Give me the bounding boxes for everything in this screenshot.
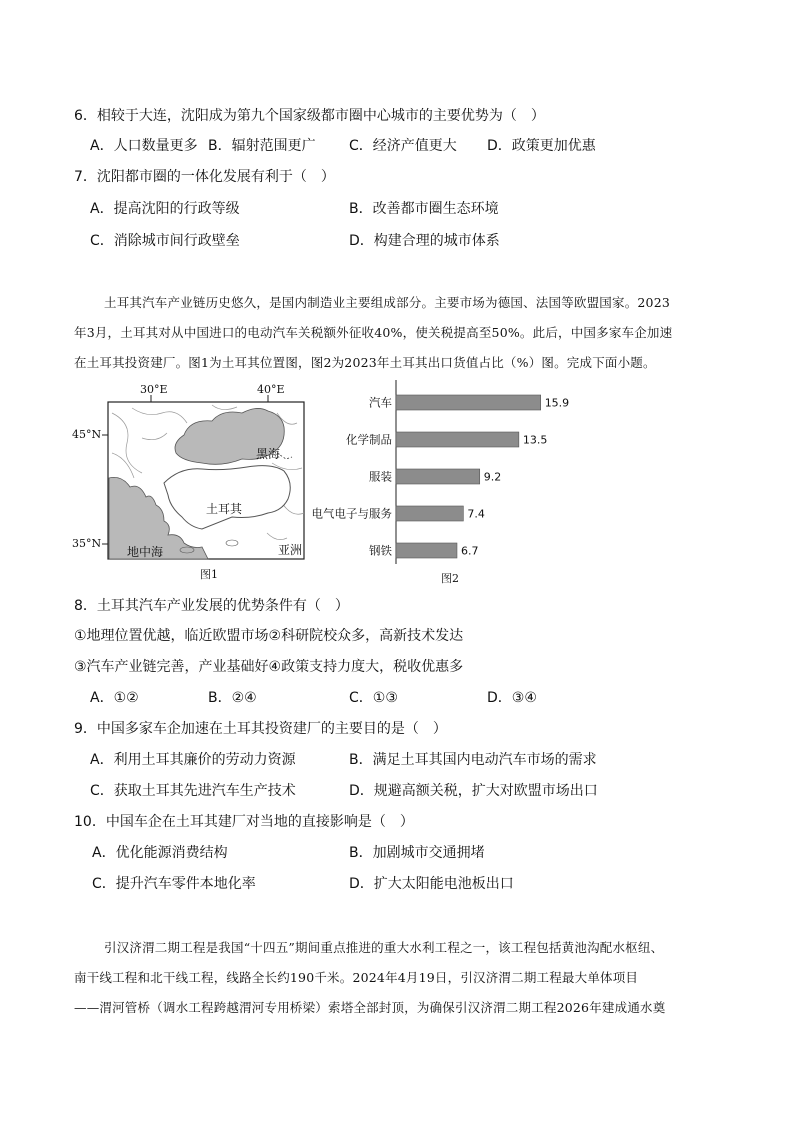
q7-option-b[interactable]: B．改善都市圈生态环境 bbox=[349, 201, 499, 217]
value-label-3: 7.4 bbox=[467, 507, 485, 521]
q8-option-a[interactable]: A．①② bbox=[90, 690, 139, 706]
q6-option-a[interactable]: A．人口数量更多 bbox=[90, 138, 198, 154]
passage2-line-1: 引汉济渭二期工程是我国“十四五”期间重点推进的重大水利工程之一，该工程包括黄池沟配水枢纽、 bbox=[104, 940, 664, 955]
passage2-line-3: ——渭河管桥（调水工程跨越渭河专用桥梁）索塔全部封顶，为确保引汉济渭二期工程2026年建成通水奠 bbox=[74, 1000, 666, 1015]
q6-option-c[interactable]: C．经济产值更大 bbox=[349, 138, 457, 154]
label-asia: 亚洲 bbox=[278, 543, 303, 557]
value-label-0: 15.9 bbox=[544, 396, 570, 410]
passage1-line-2: 年3月，土耳其对从中国进口的电动汽车关税额外征收40%，使关税提高至50%。此后，中国多家车企加速 bbox=[74, 325, 673, 340]
passage1-line-1: 土耳其汽车产业链历史悠久，是国内制造业主要组成部分。主要市场为德国、法国等欧盟国家。2023 bbox=[104, 295, 671, 310]
q9-option-d[interactable]: D．规避高额关税，扩大对欧盟市场出口 bbox=[349, 783, 598, 799]
bar-4 bbox=[396, 543, 457, 558]
category-label-1: 化学制品 bbox=[346, 432, 392, 447]
lat-label-45: 45°N bbox=[72, 428, 102, 441]
q8-stem: 8．土耳其汽车产业发展的优势条件有（ ） bbox=[74, 598, 349, 614]
q7-option-c[interactable]: C．消除城市间行政壁垒 bbox=[90, 233, 240, 249]
label-mediterranean: 地中海 bbox=[127, 545, 164, 559]
bar-chart-svg bbox=[300, 380, 580, 570]
q8-option-c[interactable]: C．①③ bbox=[349, 690, 398, 706]
figure1-map bbox=[72, 383, 312, 583]
q10-option-c[interactable]: C．提升汽车零件本地化率 bbox=[92, 876, 256, 892]
figure1-caption: 图1 bbox=[200, 568, 218, 581]
bar-1 bbox=[396, 432, 519, 447]
q7-option-d[interactable]: D．构建合理的城市体系 bbox=[349, 233, 500, 249]
q8-statement-1: ①地理位置优越，临近欧盟市场②科研院校众多，高新技术发达 bbox=[74, 628, 464, 644]
label-turkey: 土耳其 bbox=[206, 502, 243, 516]
bar-0 bbox=[396, 395, 541, 410]
category-label-0: 汽车 bbox=[369, 395, 392, 410]
category-label-3: 电气电子与服务 bbox=[311, 506, 392, 521]
q7-stem: 7．沈阳都市圈的一体化发展有利于（ ） bbox=[74, 169, 335, 185]
q9-option-b[interactable]: B．满足土耳其国内电动汽车市场的需求 bbox=[349, 752, 597, 768]
value-label-2: 9.2 bbox=[483, 470, 502, 484]
q7-option-a[interactable]: A．提高沈阳的行政等级 bbox=[90, 201, 240, 217]
lon-label-30: 30°E bbox=[140, 383, 168, 396]
figure2-caption: 图2 bbox=[441, 572, 459, 585]
q9-stem: 9．中国多家车企加速在土耳其投资建厂的主要目的是（ ） bbox=[74, 721, 447, 737]
passage1-line-3: 在土耳其投资建厂。图1为土耳其位置图，图2为2023年土耳其出口货值占比（%）图。完成下面小题。 bbox=[74, 355, 656, 370]
bar-3 bbox=[396, 506, 463, 521]
q6-stem: 6．相较于大连，沈阳成为第九个国家级都市圈中心城市的主要优势为（ ） bbox=[74, 108, 545, 124]
figure2-chart bbox=[300, 380, 580, 570]
q10-option-a[interactable]: A．优化能源消费结构 bbox=[92, 845, 228, 861]
map-graphic bbox=[72, 383, 312, 583]
lon-label-40: 40°E bbox=[257, 383, 285, 396]
q6-option-b[interactable]: B．辐射范围更广 bbox=[208, 138, 316, 154]
q10-option-b[interactable]: B．加剧城市交通拥堵 bbox=[349, 845, 485, 861]
passage2-line-2: 南干线工程和北干线工程，线路全长约190千米。2024年4月19日，引汉济渭二期工程最大单体项目 bbox=[74, 970, 639, 985]
q8-option-d[interactable]: D．③④ bbox=[487, 690, 537, 706]
value-label-4: 6.7 bbox=[460, 544, 479, 558]
q9-option-c[interactable]: C．获取土耳其先进汽车生产技术 bbox=[90, 783, 296, 799]
lat-label-35: 35°N bbox=[72, 537, 102, 550]
q10-option-d[interactable]: D．扩大太阳能电池板出口 bbox=[349, 876, 514, 892]
label-black-sea: 黑海 bbox=[256, 447, 281, 461]
q9-option-a[interactable]: A．利用土耳其廉价的劳动力资源 bbox=[90, 752, 296, 768]
category-label-2: 服装 bbox=[369, 469, 392, 484]
bar-2 bbox=[396, 469, 480, 484]
q10-stem: 10．中国车企在土耳其建厂对当地的直接影响是（ ） bbox=[74, 814, 414, 830]
category-label-4: 钢铁 bbox=[369, 543, 392, 558]
q8-statement-2: ③汽车产业链完善，产业基础好④政策支持力度大，税收优惠多 bbox=[74, 659, 464, 675]
q6-option-d[interactable]: D．政策更加优惠 bbox=[487, 138, 596, 154]
q8-option-b[interactable]: B．②④ bbox=[208, 690, 257, 706]
value-label-1: 13.5 bbox=[522, 433, 548, 447]
